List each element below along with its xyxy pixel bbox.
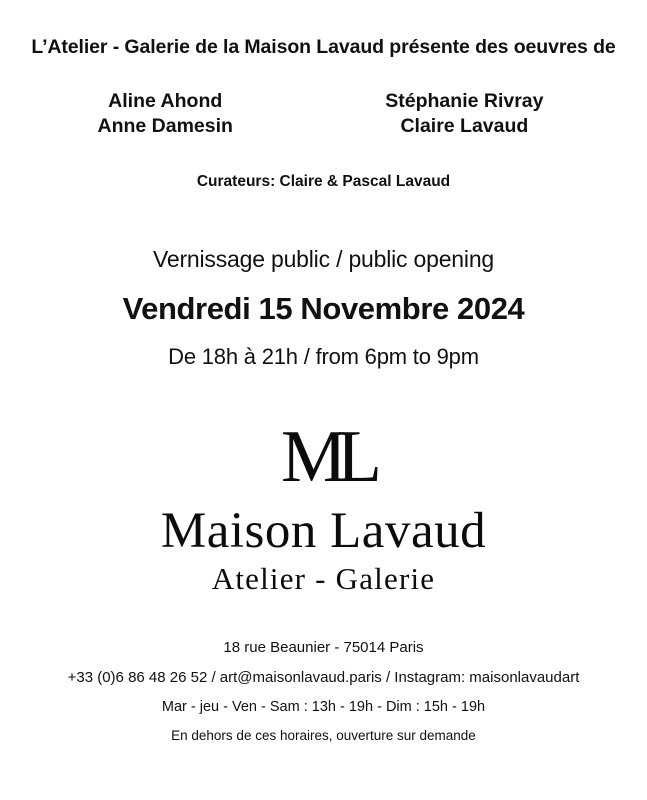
contact-address: 18 rue Beaunier - 75014 Paris: [223, 638, 424, 656]
artist-column-right: [385, 89, 543, 140]
contact-block: [68, 639, 580, 743]
event-date: Vendredi 15 Novembre 2024: [122, 290, 525, 326]
headline: L’Atelier - Galerie de la Maison Lavaud présente des oeuvres de: [31, 36, 616, 58]
gallery-logo: [160, 415, 487, 596]
artist-name: Claire Lavaud: [400, 115, 529, 138]
opening-schedule: Mar - jeu - Ven - Sam : 13h - 19h - Dim : 15h - 19h: [161, 698, 486, 715]
artist-name: Anne Damesin: [97, 115, 233, 138]
artist-name: Aline Ahond: [108, 90, 223, 112]
brand-subtitle: Atelier - Galerie: [211, 560, 436, 596]
monogram-icon: ML: [281, 415, 372, 498]
event-hours: De 18h à 21h / from 6pm to 9pm: [168, 343, 479, 369]
curators-line: Curateurs: Claire & Pascal Lavaud: [196, 172, 451, 190]
opening-label: Vernissage public / public opening: [153, 245, 494, 272]
artists-list: [94, 89, 554, 140]
brand-name: Maison Lavaud: [160, 502, 487, 559]
schedule-note: En dehors de ces horaires, ouverture sur demande: [171, 727, 476, 743]
artist-column-left: [98, 89, 233, 140]
contact-details: +33 (0)6 86 48 26 52 / art@maisonlavaud.paris / Instagram: maisonlavaudart: [67, 668, 580, 686]
artist-name: Stéphanie Rivray: [385, 90, 544, 112]
